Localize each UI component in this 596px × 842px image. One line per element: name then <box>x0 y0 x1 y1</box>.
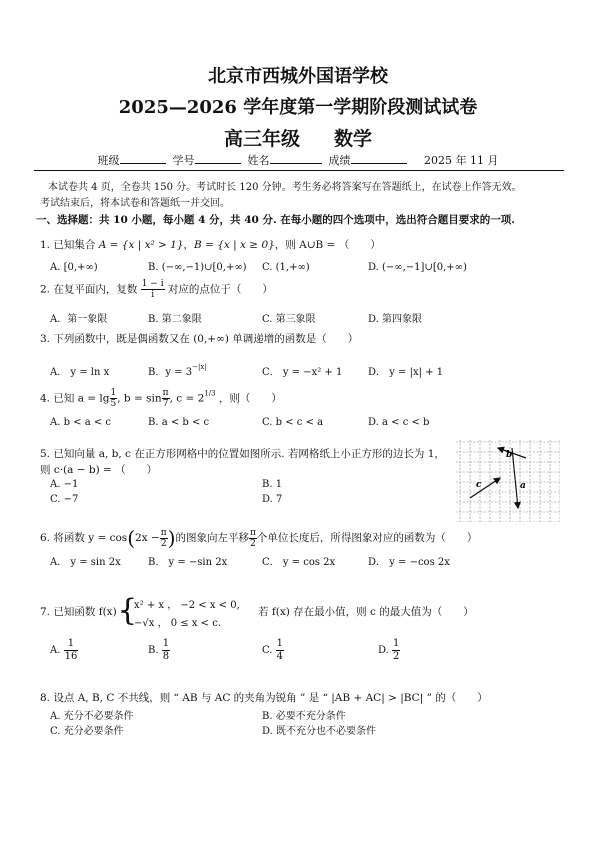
q6-inner-n: π <box>160 527 167 538</box>
vector-grid-figure <box>456 440 560 522</box>
q8-option-b[interactable]: B. 必要不充分条件 <box>262 711 346 722</box>
q1-option-a[interactable]: A. [0,+∞) <box>50 262 98 273</box>
q4-mid2: , c = 2 <box>169 392 205 405</box>
label-c: c <box>476 480 482 490</box>
q6-inner: 2x − <box>135 532 160 544</box>
q7-a-n: 1 <box>64 638 79 651</box>
q3-option-a[interactable]: A． y = ln x <box>50 367 110 378</box>
q4-option-a[interactable]: A. b < a < c <box>50 417 112 428</box>
student-info-line <box>0 152 596 168</box>
q7-a-frac <box>64 638 79 663</box>
q2-option-d[interactable]: D. 第四象限 <box>368 314 423 325</box>
score-blank[interactable] <box>351 152 407 164</box>
q7-case-1: x² + x ， −2 < x < 0, <box>134 600 240 611</box>
question-7: 7. 已知函数 f(x) = <box>40 606 129 618</box>
q7-b-label: B. <box>148 645 159 656</box>
q7-option-c[interactable] <box>262 638 284 663</box>
q1-sep: ， <box>183 239 195 251</box>
question-5: 5. 已知向量 a, b, c 在正方形网格中的位置如图所示. 若网格纸上小正方形的边长为 1， <box>40 448 445 460</box>
q6-stem-end: 个单位长度后，所得图象对应的函数为（ ） <box>256 532 478 544</box>
question-5-line-2: 则 c·(a − b) = （ ） <box>40 464 158 476</box>
q7-c-d: 4 <box>276 651 284 662</box>
field-class: 班级 <box>97 154 120 167</box>
q4-frac-2 <box>162 388 170 409</box>
subject-label: 数学 <box>334 128 373 150</box>
q1-set-a: A = {x | x² > 1} <box>98 239 184 251</box>
school-name: 北京市西城外国语学校 <box>208 66 388 87</box>
q4-f2n: π <box>162 388 169 398</box>
q7-option-b[interactable] <box>148 638 170 663</box>
question-8: 8. 设点 A, B, C 不共线，则 “ AB 与 AC 的夹角为锐角 ” 是 “ |AB + AC| > |BC| ” 的（ ） <box>40 692 488 704</box>
q3-option-b-power: −|x| <box>192 363 207 371</box>
number-blank[interactable] <box>195 152 241 164</box>
q2-option-a[interactable]: A．第一象限 <box>50 314 108 325</box>
q5-option-a[interactable]: A. −1 <box>50 479 79 490</box>
q6-frac-inner <box>160 528 168 549</box>
q7-b-n: 1 <box>162 638 170 649</box>
q7-d-label: D. <box>378 645 389 656</box>
q7-d-d: 2 <box>393 651 400 662</box>
q1-stem-end: ，则 A∪B = （ ） <box>274 239 381 251</box>
field-score: 成绩 <box>328 154 351 167</box>
q1-option-c[interactable]: C. (1,+∞) <box>262 262 310 273</box>
q6-paren-open: ( <box>127 526 136 550</box>
q2-num: 1 − i <box>141 279 164 289</box>
q1-stem: 1. 已知集合 <box>40 239 99 251</box>
q8-option-d[interactable]: D. 既不充分也不必要条件 <box>262 726 377 737</box>
q6-shift-d: 2 <box>250 538 256 549</box>
field-number: 学号 <box>172 154 195 167</box>
q7-option-d[interactable] <box>378 638 400 663</box>
q2-option-b[interactable]: B. 第二象限 <box>148 314 202 325</box>
q7-d-frac <box>392 638 400 663</box>
q3-option-b-base: B．y = 3 <box>148 367 193 378</box>
instruction-line: 本试卷共 4 页，全卷共 150 分。考试时长 120 分钟。考生务必将答案写在答题纸上，在试卷上作答无效。 <box>48 182 522 193</box>
grade-subject <box>0 124 596 151</box>
q3-option-d[interactable]: D． y = |x| + 1 <box>368 367 444 378</box>
q4-option-d[interactable]: D. a < c < b <box>368 417 430 428</box>
name-blank[interactable] <box>270 152 322 164</box>
class-blank[interactable] <box>120 152 166 164</box>
instructions <box>48 180 558 196</box>
q6-stem-mid: 的图象向左平移 <box>175 532 249 544</box>
question-1 <box>40 237 381 252</box>
q8-option-a[interactable]: A. 充分不必要条件 <box>50 711 134 722</box>
q4-power: 1/3 <box>204 389 216 398</box>
q2-fraction <box>141 279 165 300</box>
q2-stem: 2. 在复平面内，复数 <box>40 283 138 296</box>
q2-den: i <box>151 290 155 300</box>
q6-option-d[interactable]: D． y = −cos 2x <box>368 557 450 568</box>
exam-date: 2025 年 11 月 <box>424 154 499 167</box>
label-a: a <box>520 481 526 491</box>
vector-c-arrow <box>470 478 500 498</box>
q2-option-c[interactable]: C. 第三象限 <box>262 314 316 325</box>
q6-paren-close: ) <box>167 526 176 550</box>
q5-option-d[interactable]: D. 7 <box>262 494 283 505</box>
q4-f1d: 5 <box>110 399 117 409</box>
q6-frac-shift <box>249 528 257 549</box>
instruction-line: 考试结束后，将本试卷和答题纸一并交回。 <box>40 198 230 209</box>
q6-option-b[interactable]: B． y = −sin 2x <box>148 557 228 568</box>
q1-option-d[interactable]: D. (−∞,−1]∪[0,+∞) <box>368 262 467 273</box>
q4-stem: 4. 已知 a = lg <box>40 392 110 405</box>
question-4 <box>40 388 282 409</box>
q7-d-n: 1 <box>393 638 400 649</box>
q7-c-frac <box>276 638 284 663</box>
q1-set-b: B = {x | x ≥ 0} <box>194 239 275 251</box>
q4-mid: , b = sin <box>117 392 162 405</box>
q7-a-d: 16 <box>64 651 78 662</box>
q7-stem-end: 若 f(x) 存在最小值，则 c 的最大值为（ ） <box>258 606 474 618</box>
q4-option-c[interactable]: C. b < c < a <box>262 417 324 428</box>
q6-option-a[interactable]: A． y = sin 2x <box>50 557 121 568</box>
q4-option-b[interactable]: B. a < b < c <box>148 417 210 428</box>
q6-inner-d: 2 <box>160 538 167 549</box>
label-b: b <box>506 450 513 460</box>
question-2 <box>40 279 273 300</box>
q2-stem-end: 对应的点位于（ ） <box>167 283 273 296</box>
q7-b-d: 8 <box>162 651 170 662</box>
q7-c-n: 1 <box>276 638 284 649</box>
q4-f2d: 7 <box>162 399 169 409</box>
q7-c-label: C. <box>262 645 273 656</box>
q4-stem-end: ，则（ ） <box>215 392 282 405</box>
q7-b-frac <box>162 638 170 663</box>
q3-option-b[interactable] <box>148 363 207 378</box>
question-6 <box>40 526 477 550</box>
q3-option-c[interactable]: C． y = −x² + 1 <box>262 367 343 378</box>
q6-stem: 6. 将函数 y = cos <box>40 532 128 544</box>
q7-case-2: −√x ， 0 ≤ x < c. <box>134 618 222 629</box>
q5-option-b[interactable]: B. 1 <box>262 479 283 490</box>
field-name: 姓名 <box>247 154 270 167</box>
vector-a-arrow <box>512 448 518 508</box>
section-title: 一、选择题：共 10 小题，每小题 4 分，共 40 分. 在每小题的四个选项中，选出符合题目要求的一项. <box>36 214 515 226</box>
q6-shift-n: π <box>250 527 256 538</box>
q5-option-c[interactable]: C. −7 <box>50 494 79 505</box>
q4-f1n: 1 <box>110 388 117 398</box>
q7-option-a[interactable] <box>50 638 78 663</box>
q8-option-c[interactable]: C. 充分必要条件 <box>50 726 124 737</box>
exam-title: 2025—2026 学年度第一学期阶段测试试卷 <box>118 97 478 118</box>
q7-a-label: A. <box>50 645 61 656</box>
q1-option-b[interactable]: B. (−∞,−1)∪[0,+∞) <box>148 262 247 273</box>
instructions-2 <box>40 196 550 212</box>
q6-option-c[interactable]: C． y = cos 2x <box>262 557 336 568</box>
q7-brace: { <box>118 593 138 628</box>
question-3: 3. 下列函数中，既是偶函数又在 (0,+∞) 单调递增的函数是（ ） <box>40 333 359 345</box>
grade-label: 高三年级 <box>223 128 300 150</box>
header-divider <box>34 170 564 171</box>
